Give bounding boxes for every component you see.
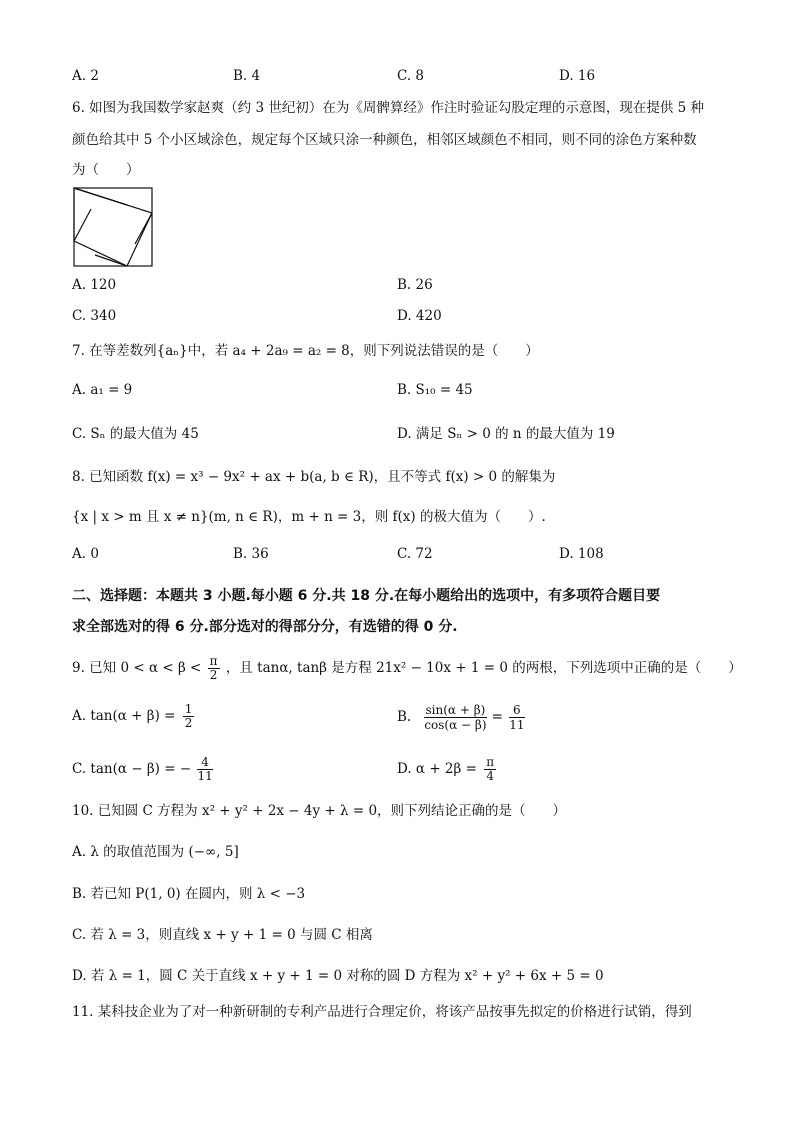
q9-d-den: 4 xyxy=(486,769,494,783)
q9-a-pre: A. tan(α + β) = xyxy=(72,708,176,724)
q8-option-d[interactable]: D. 108 xyxy=(559,546,604,562)
q9-a-num: 1 xyxy=(184,702,193,716)
q9-b-eq: = xyxy=(491,709,503,725)
q9-c-fraction xyxy=(197,756,212,783)
q9-option-b[interactable] xyxy=(397,703,525,732)
q8-stem-line1: 8. 已知函数 f(x) = x³ − 9x² + ax + b(a, b ∈ R)，且不等式 f(x) > 0 的解集为 xyxy=(72,469,556,485)
q7-option-b[interactable]: B. S₁₀ = 45 xyxy=(397,382,473,398)
q8-option-b[interactable]: B. 36 xyxy=(233,546,269,562)
q11-stem: 11. 某科技企业为了对一种新研制的专利产品进行合理定价，将该产品按事先拟定的价格进行试销，得到 xyxy=(72,1004,692,1020)
q9-b-pre: B. xyxy=(397,709,412,725)
zhao-shuang-diagram xyxy=(73,187,153,267)
q7-stem: 7. 在等差数列{aₙ}中，若 a₄ + 2a₉ = a₂ = 8，则下列说法错误的是（ ） xyxy=(72,343,539,359)
q9-stem-fraction xyxy=(208,655,220,682)
q9-b-rden: 11 xyxy=(509,718,525,732)
q10-option-a[interactable]: A. λ 的取值范围为 (−∞, 5] xyxy=(72,844,239,860)
q6-stem-line3: 为（ ） xyxy=(72,162,140,178)
q5-option-a[interactable]: A. 2 xyxy=(72,68,99,84)
q10-option-d[interactable]: D. 若 λ = 1，圆 C 关于直线 x + y + 1 = 0 对称的圆 D 方程为 x² + y² + 6x + 5 = 0 xyxy=(72,968,604,984)
q7-option-a[interactable]: A. a₁ = 9 xyxy=(72,382,133,398)
q9-frac-num: π xyxy=(209,654,218,668)
q9-option-d[interactable] xyxy=(397,756,496,783)
q6-option-c[interactable]: C. 340 xyxy=(72,308,117,324)
q9-b-num: sin(α + β) xyxy=(425,703,486,717)
q9-b-rfraction xyxy=(509,703,524,732)
q6-option-d[interactable]: D. 420 xyxy=(397,308,442,324)
q6-stem-line2: 颜色给其中 5 个小区域涂色，规定每个区域只涂一种颜色，相邻区域颜色不相同，则不同的涂色方案种数 xyxy=(72,132,697,148)
q8-stem-line2: {x | x > m 且 x ≠ n}(m, n ∈ R)，m + n = 3，则 f(x) 的极大值为（ ）. xyxy=(72,509,546,525)
q9-b-rnum: 6 xyxy=(509,703,524,718)
q7-option-d[interactable]: D. 满足 Sₙ > 0 的 n 的最大值为 19 xyxy=(397,426,615,442)
q6-stem-line1: 6. 如图为我国数学家赵爽（约 3 世纪初）在为《周髀算经》作注时验证勾股定理的示意图，现在提供 5 种 xyxy=(72,100,705,116)
q9-c-pre: C. tan(α − β) = − xyxy=(72,761,192,777)
q9-option-c[interactable] xyxy=(72,756,213,783)
q9-b-fraction xyxy=(424,703,488,732)
section2-heading-line2: 求全部选对的得 6 分.部分选对的得部分分，有选错的得 0 分. xyxy=(72,619,458,635)
section2-heading-line1: 二、选择题：本题共 3 小题.每小题 6 分.共 18 分.在每小题给出的选项中，有多项符合题目要 xyxy=(72,588,661,604)
q9-c-den: 11 xyxy=(197,769,213,783)
q9-d-pre: D. α + 2β = xyxy=(397,761,477,777)
q6-option-a[interactable]: A. 120 xyxy=(72,277,117,293)
q9-c-num: 4 xyxy=(197,756,212,770)
q5-option-d[interactable]: D. 16 xyxy=(559,68,596,84)
q9-a-fraction xyxy=(183,703,195,730)
q10-option-c[interactable]: C. 若 λ = 3，则直线 x + y + 1 = 0 与圆 C 相离 xyxy=(72,927,373,943)
diagram-inner-rotated xyxy=(74,188,152,266)
diagram-outer-square xyxy=(74,188,152,266)
q9-option-a[interactable] xyxy=(72,703,194,730)
q10-stem: 10. 已知圆 C 方程为 x² + y² + 2x − 4y + λ = 0，则下列结论正确的是（ ） xyxy=(72,803,567,819)
q8-option-c[interactable]: C. 72 xyxy=(397,546,433,562)
q9-stem xyxy=(72,655,742,682)
q5-option-c[interactable]: C. 8 xyxy=(397,68,425,84)
q9-stem-post: ，且 tanα, tanβ 是方程 21x² − 10x + 1 = 0 的两根，下列选项中正确的是（ ） xyxy=(225,660,742,676)
q9-b-den: cos(α − β) xyxy=(424,718,487,732)
q5-option-b[interactable]: B. 4 xyxy=(233,68,261,84)
q9-d-num: π xyxy=(486,755,495,769)
q8-option-a[interactable]: A. 0 xyxy=(72,546,99,562)
q10-option-b[interactable]: B. 若已知 P(1, 0) 在圆内，则 λ < −3 xyxy=(72,886,306,902)
q9-frac-den: 2 xyxy=(209,668,218,682)
q9-a-den: 2 xyxy=(184,716,193,730)
q7-option-c[interactable]: C. Sₙ 的最大值为 45 xyxy=(72,426,199,442)
q9-d-fraction xyxy=(484,756,496,783)
q6-option-b[interactable]: B. 26 xyxy=(397,277,433,293)
q9-stem-pre: 9. 已知 0 < α < β < xyxy=(72,660,202,676)
